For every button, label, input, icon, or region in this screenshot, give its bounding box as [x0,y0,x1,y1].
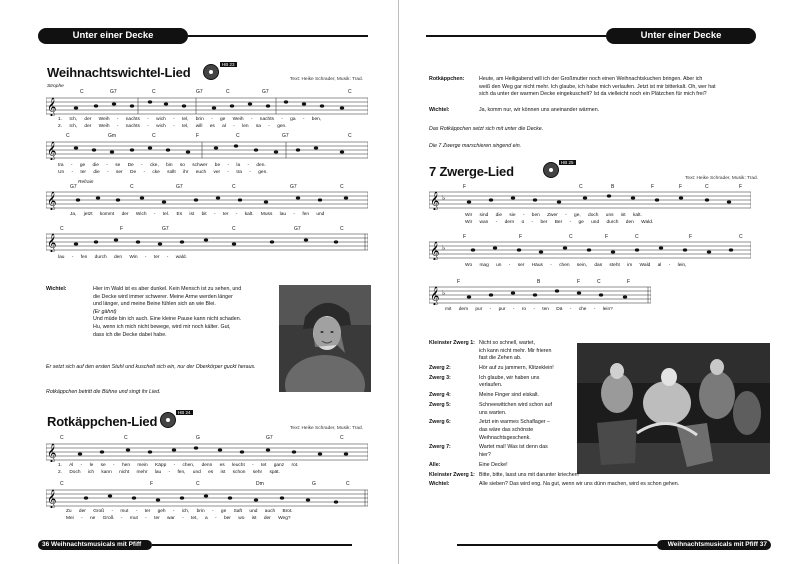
speaker-label: Kleinster Zwerg 1: [429,471,475,478]
chord: C [340,435,344,441]
chord: C [579,184,583,190]
text-line: und länger, und meine Beine fühlen sich an wie Blei. [93,301,216,308]
text-line: fast die Zehen ab. [479,355,522,362]
chord: F [627,279,631,285]
chord: B [611,184,615,190]
chord: F [577,279,581,285]
text-line: die Decke wird immer schwerer. Meine Arme werden länger [93,293,233,300]
speaker-label [46,286,88,294]
header-pill-right [606,28,756,44]
header-title-right: Unter einer Decke [640,30,722,41]
text-line: Und müde bin ich auch. Eine kleine Pause kann nicht schaden. [93,316,242,323]
staff [46,190,368,210]
chord: C [739,234,743,240]
refrain-label: Refrain [78,180,94,185]
photo-dwarves-image [577,343,770,474]
staff-lines [46,442,368,462]
chord: C [60,435,64,441]
chord: F [196,133,200,139]
text-line: Ja, komm nur, wir können uns aneinander wärmen. [479,107,600,113]
page-number: 37 [759,541,767,548]
chord: F [679,184,683,190]
lyric-line: Zu der Groß - mut - ter geh - ich, brin - ge Saft und auch Brot. [66,509,293,514]
lyric-line: Wir sind die sie - ben Zwer - ge, doch uns ist kalt. [465,213,642,218]
chord: G7 [70,184,77,190]
staff-lines [46,190,368,210]
song2-credit: Text: Heike Schrader, Musik: Trad. [290,426,364,431]
svg-text:♭: ♭ [442,194,446,202]
svg-text:𝄞: 𝄞 [430,286,440,305]
speaker-label: Alle: [429,461,441,468]
svg-text:♭: ♭ [442,244,446,252]
chord: F [120,226,124,232]
chord: F [651,184,655,190]
chord: Gm [108,133,117,139]
chord: G7 [262,89,269,95]
strophe-label: Strophe [47,84,64,89]
chord: C [340,226,344,232]
speaker-label: Zwerg 6: [429,419,451,426]
chord: F [739,184,743,190]
staff-lines [46,488,368,508]
text-line: verlaufen. [479,382,503,389]
rotkaeppchen-speech [479,76,769,99]
speaker-label: Zwerg 7: [429,444,451,451]
chord: F [463,234,467,240]
chord: G7 [294,226,301,232]
staff-lines [46,140,368,160]
text-line: Bitte, bitte, lasst uns mit darunter kriechen! [479,471,580,478]
text-line: dass ich die Decke dabei habe. [93,331,167,338]
text-line: Nicht so schnell, wartet, [479,340,535,346]
staff [429,240,751,260]
staff [429,190,751,210]
header-pill-left [38,28,188,44]
chord: B [537,279,541,285]
stage-direction-2: Rotkäppchen betritt die Bühne und singt ihr Lied. [46,389,161,395]
speaker-label: Rotkäppchen: [429,76,465,82]
svg-text:𝄞: 𝄞 [430,191,440,210]
speaker-label: Wichtel: [429,481,450,488]
speaker-name [429,76,471,84]
lyric-line: 1. Ich, der Weih - nachts - wich - tel, brin - ge Weih - nachts - ga - ben, [58,117,322,122]
chord: C [569,234,573,240]
chord: G7 [110,89,117,95]
staff-lines [429,240,751,260]
lyric-line: Ja, jetzt kommt der Wich - tel. Es ist bit - ter - kalt. Muss lau - fen und [70,212,325,217]
chord: G7 [196,89,203,95]
text-line: Heute, am Heiligabend will ich der Großmutter noch einen Weihnachtskuchen bringen. Aber ich [479,76,703,82]
chord: C [152,89,156,95]
text-line: Hu, wenn ich mich nicht bewege, wird mir noch kälter. Gut, [93,323,231,330]
staff-lines [429,285,651,305]
lyric-line: lau - fen durch den Win - ter - wald. [58,255,187,260]
staff [429,285,651,305]
text-line: hier? [479,452,491,458]
speaker-label: Wichtel: [429,107,450,113]
chord: C [232,184,236,190]
chord: C [346,481,350,487]
text-line: Schneewittchen wird schon auf [479,402,553,408]
stage-direction-1: Er setzt sich auf den ersten Stuhl und kuschelt sich ein, nur der Oberkörper guckt heraus. [46,364,256,370]
chord: F [519,234,523,240]
speaker-name: Wichtel: [46,286,67,292]
text-line: Jetzt ein warmes Schaflager – [479,419,550,426]
text-line: uns warten. [479,409,507,416]
lyric-line: tra - ge die - se De - cke, bin so schwer be - la - den. [58,163,266,168]
text-line: Eine Decke! [479,461,508,468]
footer-book-title: Weihnachtsmusicals mit Pfiff [51,541,142,548]
chord: C [597,279,601,285]
staff [46,96,368,116]
text-line: ich kann nicht mehr. Mir frieren [479,347,552,354]
chord: C [635,234,639,240]
lyric-line: 2. Doch ich kann nicht mehr lau - fen, und es ist schon sehr spät. [58,470,280,475]
song3-credit: Text: Heike Schrader, Musik: Trad. [685,176,759,181]
chord: C [196,481,200,487]
text-line: Hör auf zu jammern, Klitzeklein! [479,365,554,371]
lyric-line: 1. Al - le se - hen mein Käpp - chen, denn es leucht - tet ganz rot. [58,463,299,468]
chord: C [348,133,352,139]
photo-girl [279,285,371,392]
chord: C [124,435,128,441]
song3-title: 7 Zwerge-Lied [429,164,514,179]
chord: F [463,184,467,190]
chord: C [226,89,230,95]
speaker-label: Zwerg 4: [429,392,451,399]
text-line: Weihnachtsgeschenk. [479,434,531,441]
chord: C [232,226,236,232]
chord: C [705,184,709,190]
text-line: Hier im Wald ist es aber dunkel. Kein Mensch ist zu sehen, und [93,286,242,292]
speaker-label: Zwerg 5: [429,402,451,408]
chord: G7 [176,184,183,190]
lyric-line: Un - ter die - ser De - cke sollt ihr euch ver - tra - gen. [58,170,268,175]
svg-text:𝄞: 𝄞 [47,141,57,160]
cd-track-label: HB 23 [222,62,235,67]
svg-text:𝄞: 𝄞 [47,191,57,210]
text-line: Alle sieben? Das wird eng. Na gut, wenn wir uns dünn machen, wird es schon gehen. [479,481,680,488]
staff [46,488,368,508]
staff [46,140,368,160]
chord: G7 [290,184,297,190]
lyric-line: Mei - ne Groß - mut - ter war - tet, a - ber wo ist der Weg? [66,516,291,521]
svg-text:♭: ♭ [442,289,446,297]
text-line: weiß den Weg gar nicht mehr. Ich glaube, ich habe mich verlaufen. Jetzt ist mir bitterkalt. Oh, wer hat [479,83,716,90]
cd-track-label: HB 24 [178,410,191,415]
cd-track-label: HB 25 [561,160,574,165]
lyric-line: 2. Ich, der Weih - nachts - wich - tel, will es al - len sa - gen. [58,124,287,129]
chord: C [152,133,156,139]
svg-text:𝄞: 𝄞 [47,97,57,116]
speaker-label: Zwerg 2: [429,365,451,371]
lyric-line: Wo mag un - ser Häus - chen sein, das steht im Wald al - lein, [465,263,687,268]
speaker-name [429,107,471,115]
chord: G [312,481,316,487]
chord: F [605,234,609,240]
chord: C [236,133,240,139]
chord: F [689,234,693,240]
cd-icon [543,162,559,178]
text-line: Ich glaube, wir haben uns [479,374,540,381]
chord: C [60,481,64,487]
page-number: 36 [42,541,50,548]
staff [46,232,368,252]
lyric-line: mit dem pur - pur - ro - ten Dä - che - lein? [445,307,613,312]
cd-icon [203,64,219,80]
chord: C [66,133,70,139]
stage-direction: (Er gähnt) [93,308,117,315]
footer-right [657,540,771,550]
song1-credit: Text: Heike Schrader, Musik: Trad. [290,77,364,82]
speaker-label: Kleinster Zwerg 1: [429,340,475,346]
photo-girl-image [279,285,371,392]
cd-icon [160,412,176,428]
staff-lines [429,190,751,210]
chord: C [130,184,134,190]
song2-title: Rotkäppchen-Lied [47,414,158,429]
staff-lines [46,232,368,252]
text-line: Wartet mal! Was ist denn das [479,444,548,451]
svg-text:𝄞: 𝄞 [47,443,57,462]
chord: F [150,481,154,487]
chord: C [60,226,64,232]
text-line: das wäre das schönste [479,427,534,433]
svg-text:𝄞: 𝄞 [47,489,57,508]
wichtel-monologue [93,286,273,339]
chord: G7 [266,435,273,441]
chord: G7 [282,133,289,139]
text-line: sich da unter der warmen Decke eingekuschelt? Ist da vielleicht noch ein Plätzchen für mich frei? [479,91,707,98]
svg-text:𝄞: 𝄞 [47,233,57,252]
song1-title: Weihnachtswichtel-Lied [47,65,191,80]
chord: C [348,89,352,95]
svg-text:𝄞: 𝄞 [430,241,440,260]
stage-direction: Die 7 Zwerge marschieren singend ein. [429,143,522,149]
chord: G7 [162,226,169,232]
text-line: Meine Finger sind eiskalt. [479,392,540,399]
chord: C [340,184,344,190]
stage-direction: Das Rotkäppchen setzt sich mit unter die Decke. [429,126,544,132]
footer-book-title: Weihnachtsmusicals mit Pfiff [667,541,758,548]
chord: Dm [256,481,264,487]
photo-dwarves [577,343,770,474]
staff [46,442,368,462]
header-title-left: Unter einer Decke [72,30,154,41]
chord: F [457,279,461,285]
right-page [399,0,798,564]
footer-left [38,540,152,550]
staff-lines [46,96,368,116]
lyric-line: Wir wan - dern ü - ber Ber - ge und durch den Wald. [465,220,654,225]
speaker-label: Zwerg 3: [429,374,451,381]
chord: C [80,89,84,95]
chord: G [196,435,200,441]
